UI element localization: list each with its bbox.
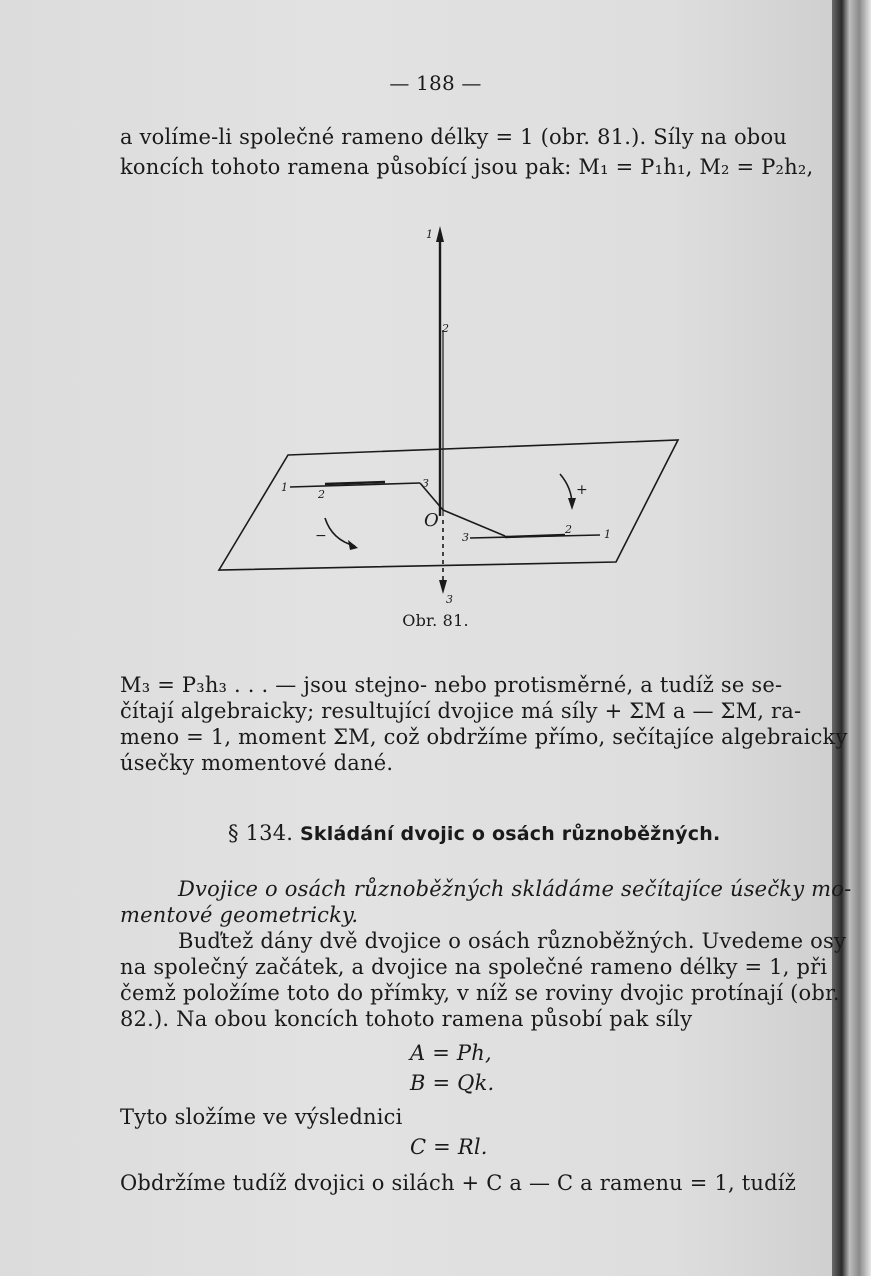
text-line: Tyto složíme ve výslednici (120, 1105, 403, 1129)
plane-outline (219, 440, 678, 570)
text-line: Buďtež dány dvě dvojice o osách různoběžných. Uvedeme osy (178, 929, 847, 953)
equation: A = Ph, (410, 1041, 492, 1065)
label-axis-2: 2 (442, 322, 449, 335)
text-line: 82.). Na obou koncích tohoto ramena působí pak síly (120, 1007, 693, 1031)
text-line: čemž položíme toto do přímky, v níž se roviny dvojic protínají (obr. (120, 981, 840, 1005)
label-plus: + (576, 482, 588, 498)
text-line: Dvojice o osách různoběžných skládáme sečítajíce úsečky mo- (178, 877, 852, 901)
text-line: čítají algebraicky; resultující dvojice má síly + ΣM a — ΣM, ra- (120, 699, 802, 723)
text-line: Obdržíme tudíž dvojici o silách + C a — C a ramenu = 1, tudíž (120, 1171, 796, 1195)
text-line: M₃ = P₃h₃ . . . — jsou stejno- nebo protisměrné, a tudíž se se- (120, 673, 783, 697)
equation: B = Qk. (410, 1071, 495, 1095)
section-number: § 134. (228, 821, 294, 845)
text-line: koncích tohoto ramena působící jsou pak: M₁ = P₁h₁, M₂ = P₂h₂, (120, 155, 814, 179)
right-arm (443, 510, 505, 536)
figure-caption: Obr. 81. (402, 611, 469, 630)
section-heading (228, 820, 720, 847)
label-left-3: 3 (422, 477, 429, 490)
page-number: — 188 — (389, 71, 482, 95)
text-line: na společný začátek, a dvojice na společné rameno délky = 1, při (120, 955, 828, 979)
text-line: a volíme-li společné rameno délky = 1 (obr. 81.). Síly na obou (120, 125, 788, 149)
label-left-2: 2 (318, 488, 325, 501)
label-origin: O (424, 510, 439, 531)
equation: C = Rl. (410, 1135, 488, 1159)
rotation-left-icon (325, 518, 355, 546)
text-line: úsečky momentové dané. (120, 751, 394, 775)
label-right-3: 3 (462, 531, 469, 544)
label-left-1: 1 (281, 481, 288, 494)
text-line: meno = 1, moment ΣM, což obdržíme přímo, sečítajíce algebraicky (120, 725, 848, 749)
label-right-1: 1 (604, 528, 611, 541)
label-top-1: 1 (426, 228, 433, 241)
arrow-down-icon (439, 580, 447, 594)
section-title: Skládání dvojic o osách různoběžných. (300, 823, 721, 845)
label-minus: − (315, 528, 327, 544)
label-right-2: 2 (565, 523, 572, 536)
label-axis-3: 3 (446, 593, 453, 606)
text-line: mentové geometricky. (120, 903, 359, 927)
arrow-up-icon (436, 226, 444, 242)
